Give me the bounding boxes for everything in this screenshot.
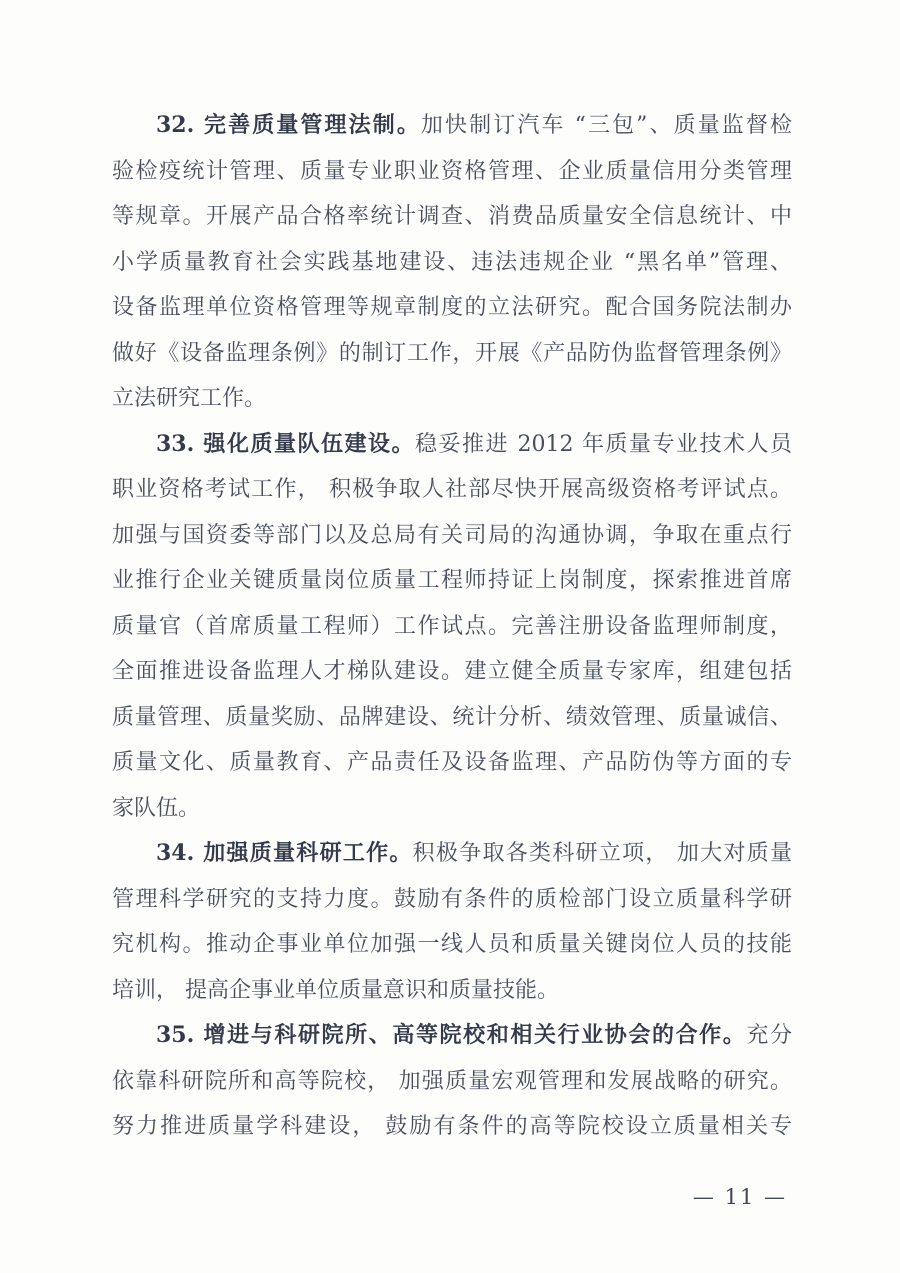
paragraph-lead-heading: 34. 加强质量科研工作。 [156,840,413,866]
paragraph-34 [112,831,792,1013]
text-line: 职业资格考试工作， 积极争取人社部尽快开展高级资格考评试点。 [112,477,792,502]
text-line: 加强与国资委等部门以及总局有关司局的沟通协调，争取在重点行 [112,522,792,548]
text-line: 究机构。推动企事业单位加强一线人员和质量关键岗位人员的技能 [112,932,792,957]
paragraph-lead-heading: 33. 强化质量队伍建设。 [156,430,415,457]
text-line: 做好《设备监理条例》的制订工作，开展《产品防伪监督管理条例》 [112,340,792,366]
paragraph-32 [112,103,792,422]
paragraph-lead-heading: 35. 增进与科研院所、高等院校和相关行业协会的合作。 [156,1022,747,1048]
text-line: 小学质量教育社会实践基地建设、违法违规企业 “黑名单”管理、 [112,249,792,275]
text-line: 验检疫统计管理、质量专业职业资格管理、企业质量信用分类管理 [112,158,792,184]
text-line: 等规章。开展产品合格率统计调查、消费品质量安全信息统计、中 [112,204,792,229]
text-line [112,831,792,877]
text-line [112,1013,792,1059]
paragraph-33 [112,422,792,832]
text-run: 加快制订汽车 “三包”、质量监督检 [420,113,792,138]
text-line: 培训， 提高企事业单位质量意识和质量技能。 [112,977,559,1003]
text-run: 稳妥推进 2012 年质量专业技术人员 [414,431,792,457]
text-line: 设备监理单位资格管理等规章制度的立法研究。配合国务院法制办 [112,295,792,320]
text-line: 全面推进设备监理人才梯队建设。建立健全质量专家库，组建包括 [112,659,792,684]
text-line: 质量官（首席质量工程师）工作试点。完善注册设备监理师制度， [112,613,792,639]
text-line: 依靠科研院所和高等院校， 加强质量宏观管理和发展战略的研究。 [112,1068,792,1094]
paragraph-lead-heading: 32. 完善质量管理法制。 [156,112,421,138]
text-line: 立法研究工作。 [112,386,267,411]
text-line: 业推行企业关键质量岗位质量工程师持证上岗制度，探索推进首席 [112,568,792,593]
text-line: 管理科学研究的支持力度。鼓励有条件的质检部门设立质量科学研 [112,886,792,912]
document-body [112,103,792,1150]
text-line: 质量文化、质量教育、产品责任及设备监理、产品防伪等方面的专 [112,750,792,775]
text-line [112,103,792,149]
text-line: 努力推进质量学科建设， 鼓励有条件的高等院校设立质量相关专 [112,1114,792,1139]
page-number: — 11 — [692,1185,787,1209]
text-line: 质量管理、质量奖励、品牌建设、统计分析、绩效管理、质量诚信、 [112,704,792,730]
text-run: 充分 [746,1023,792,1048]
paragraph-35 [112,1013,792,1150]
text-line [112,422,792,468]
text-run: 积极争取各类科研立项， 加大对质量 [412,841,792,866]
text-line: 家队伍。 [112,795,201,821]
